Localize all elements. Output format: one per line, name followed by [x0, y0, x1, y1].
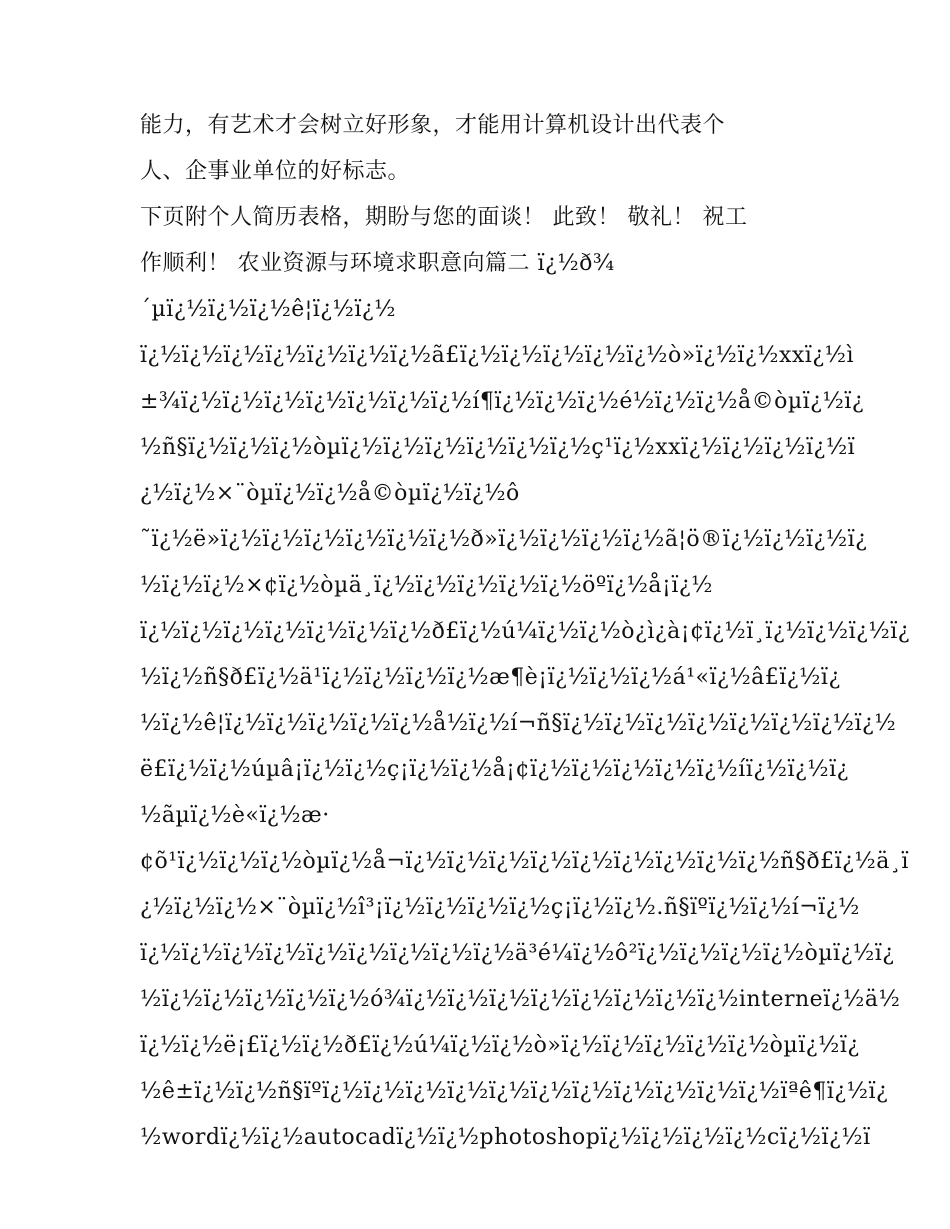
text-line-9: ¿½ï¿½×¨òµï¿½ï¿½å©òµï¿½ï¿½ô	[140, 481, 520, 506]
text-line-21: ï¿½ï¿½ë¡£ï¿½ï¿½ð£ï¿½ú¼ï¿½ï¿½ò»ï¿½ï¿½ï¿½ï¿½ï¿½òµï¿½ï¿	[140, 1033, 860, 1058]
text-line-16: ½ãµï¿½è«ï¿½æ·	[140, 803, 330, 828]
text-line-17: ¢õ¹ï¿½ï¿½ï¿½òµï¿½å¬ï¿½ï¿½ï¿½ï¿½ï¿½ï¿½ï¿½ï¿½ï¿½ñ§ð£ï¿½ä¸ï	[140, 849, 909, 874]
text-line-5: ´µï¿½ï¿½ï¿½ê¦ï¿½ï¿½	[140, 297, 397, 322]
text-line-4: 作顺利！ 农业资源与环境求职意向篇二 ï¿½ð¾	[140, 251, 615, 276]
text-line-12: ï¿½ï¿½ï¿½ï¿½ï¿½ï¿½ï¿½ð£ï¿½ú¼ï¿½ï¿½ò¿ì¿à¡¢ï¿½ï¸ï¿½ï¿½ï¿½ï¿	[140, 619, 911, 644]
text-line-19: ï¿½ï¿½ï¿½ï¿½ï¿½ï¿½ï¿½ï¿½ï¿½ä³é¼ï¿½ô²ï¿½ï¿½ï¿½ï¿½òµï¿½ï¿	[140, 941, 895, 966]
text-line-7: ±¾ï¿½ï¿½ï¿½ï¿½ï¿½ï¿½ï¿½í¶ï¿½ï¿½ï¿½é½ï¿½ï¿½å©òµï¿½ï¿	[140, 389, 865, 414]
text-line-23: ½wordï¿½ï¿½autocadï¿½ï¿½photoshopï¿½ï¿½ï¿½ï¿½cï¿½ï¿½ï	[140, 1125, 871, 1150]
text-line-20: ½ï¿½ï¿½ï¿½ï¿½ï¿½ó¾ï¿½ï¿½ï¿½ï¿½ï¿½ï¿½ï¿½ï¿½interneï¿½ä½	[140, 987, 901, 1012]
text-line-14: ½ï¿½ê¦ï¿½ï¿½ï¿½ï¿½ï¿½å½ï¿½í¬ñ§ï¿½ï¿½ï¿½ï¿½ï¿½ï¿½ï¿½ï¿½	[140, 711, 897, 736]
text-line-10: ˜ï¿½ë»ï¿½ï¿½ï¿½ï¿½ï¿½ï¿½ð»ï¿½ï¿½ï¿½ï¿½ã¦ö®ï¿½ï¿½ï¿½ï¿	[140, 527, 868, 552]
text-line-22: ½ê±ï¿½ï¿½ñ§ïºï¿½ï¿½ï¿½ï¿½ï¿½ï¿½ï¿½ï¿½ï¿½ï¿½ï¿½ïªê¶ï¿½ï¿	[140, 1079, 889, 1104]
text-line-6: ï¿½ï¿½ï¿½ï¿½ï¿½ï¿½ï¿½ã£ï¿½ï¿½ï¿½ï¿½ï¿½ò»ï¿½ï¿½xxï¿½ì	[140, 343, 854, 368]
text-line-13: ½ï¿½ñ§ð£ï¿½ä¹ï¿½ï¿½ï¿½ï¿½æ¶è¡ï¿½ï¿½ï¿½á¹«ï¿½â£ï¿½ï¿	[140, 665, 841, 690]
text-line-2: 人、企事业单位的好标志。	[140, 159, 411, 184]
text-line-18: ¿½ï¿½ï¿½×¨òµï¿½î³¡ï¿½ï¿½ï¿½ï¿½ç¡ï¿½ï¿½.ñ§ïºï¿½ï¿½í¬ï¿½	[140, 895, 860, 920]
text-line-8: ½ñ§ï¿½ï¿½ï¿½òµï¿½ï¿½ï¿½ï¿½ï¿½ï¿½ç¹ï¿½xxï¿½ï¿½ï¿½ï¿½ï	[140, 435, 856, 460]
text-line-11: ½ï¿½ï¿½×¢ï¿½òµä¸ï¿½ï¿½ï¿½ï¿½ï¿½öºï¿½å¡ï¿½	[140, 573, 714, 598]
text-line-15: ë£ï¿½ï¿½úµâ¡ï¿½ï¿½ç¡ï¿½ï¿½å¡¢ï¿½ï¿½ï¿½ï¿½ï¿½íï¿½ï¿½ï¿	[140, 757, 849, 782]
text-line-1: 能力，有艺术才会树立好形象，才能用计算机设计出代表个	[140, 113, 726, 138]
text-line-3: 下页附个人简历表格，期盼与您的面谈！ 此致！ 敬礼！ 祝工	[140, 205, 748, 230]
